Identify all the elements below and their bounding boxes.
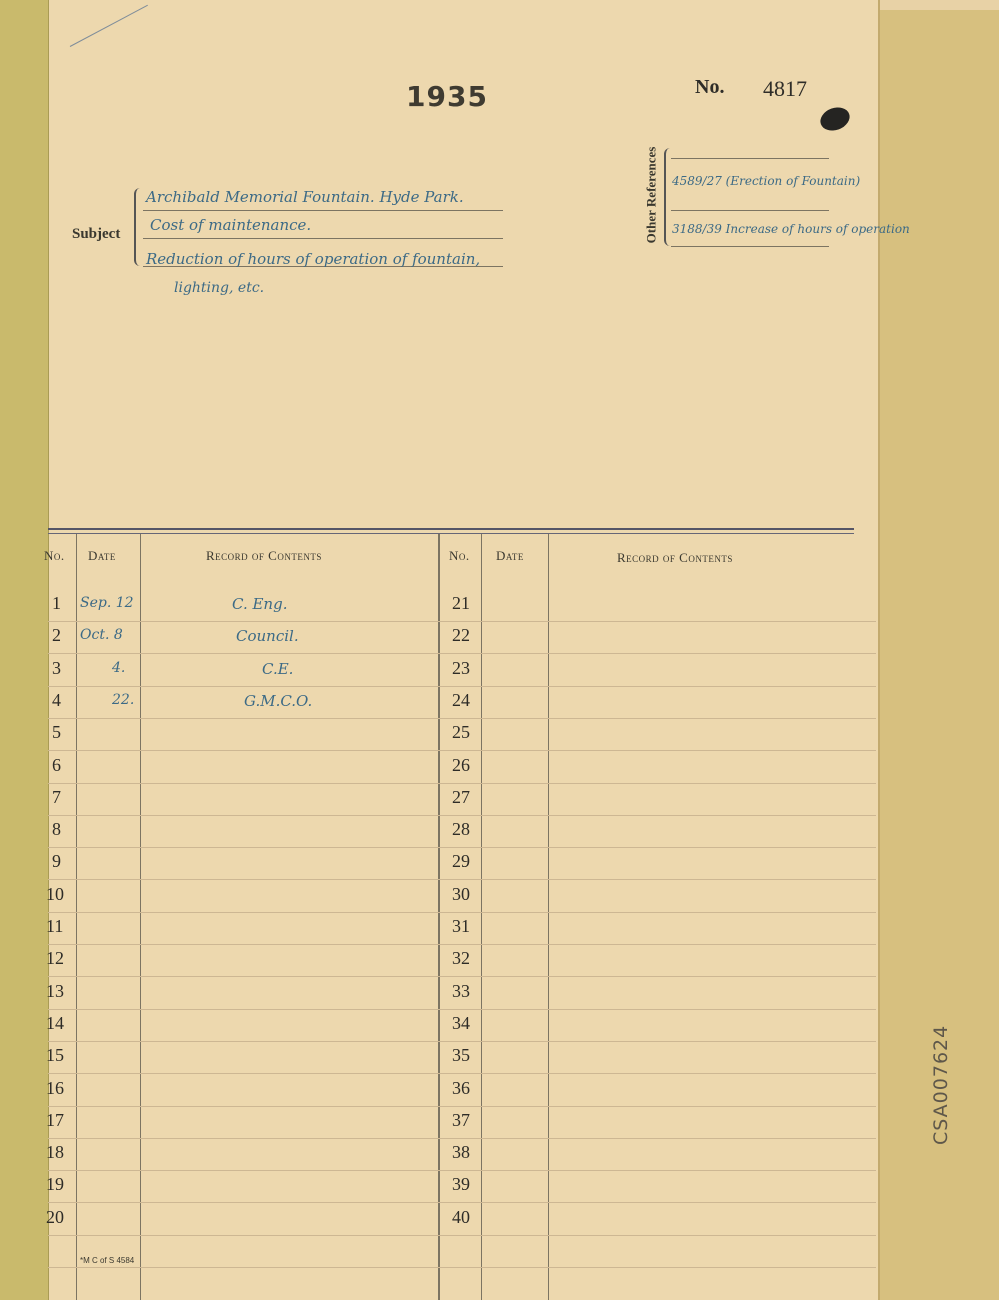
binding-spine bbox=[0, 0, 49, 1300]
row-number: 20 bbox=[46, 1206, 64, 1227]
column-rule bbox=[76, 534, 77, 1300]
row-number-right: 23 bbox=[452, 657, 470, 678]
row-number: 6 bbox=[52, 754, 61, 775]
ruled-line bbox=[48, 1202, 876, 1203]
row-record: C. Eng. bbox=[232, 595, 288, 613]
column-rule bbox=[548, 534, 549, 1300]
row-number-right: 25 bbox=[452, 722, 470, 743]
row-number-right: 29 bbox=[452, 851, 470, 872]
row-number-right: 22 bbox=[452, 625, 470, 646]
row-number-right: 39 bbox=[452, 1174, 470, 1195]
ruled-line bbox=[48, 1170, 876, 1171]
header-record-of-contents: Record of Contents bbox=[206, 548, 322, 563]
ruled-line bbox=[48, 621, 876, 622]
ruled-line bbox=[48, 976, 876, 977]
row-number-right: 31 bbox=[452, 916, 470, 936]
reference-rule bbox=[671, 158, 829, 159]
subject-rule bbox=[143, 238, 503, 239]
ruled-line bbox=[48, 1235, 876, 1236]
header-no: No. bbox=[44, 548, 65, 563]
row-date: Sep. 12 bbox=[80, 595, 134, 611]
ruled-line bbox=[48, 879, 876, 880]
column-rule bbox=[481, 534, 482, 1300]
row-date: 22. bbox=[112, 691, 135, 708]
row-number-right: 30 bbox=[452, 883, 470, 904]
file-year: 1935 bbox=[406, 80, 488, 113]
ruled-line bbox=[48, 1267, 876, 1268]
row-number: 2 bbox=[52, 625, 61, 646]
row-number: 13 bbox=[46, 980, 64, 1001]
header-date-right: Date bbox=[496, 548, 524, 563]
subject-line-3: Reduction of hours of operation of fountain, bbox=[146, 250, 481, 268]
row-number-right: 36 bbox=[452, 1077, 470, 1098]
reference-rule bbox=[671, 210, 829, 211]
row-number: 10 bbox=[46, 883, 64, 904]
row-date: Oct. 8 bbox=[80, 627, 123, 644]
ruled-line bbox=[48, 750, 876, 751]
row-record: G.M.C.O. bbox=[244, 691, 313, 710]
table-top-rule-secondary bbox=[48, 533, 854, 534]
row-number-right: 24 bbox=[452, 689, 470, 710]
center-column-rule bbox=[438, 534, 440, 1300]
row-number: 18 bbox=[46, 1142, 64, 1163]
row-number: 3 bbox=[52, 657, 61, 678]
header-date: Date bbox=[88, 548, 116, 563]
row-number-right: 38 bbox=[452, 1142, 470, 1163]
file-number: 4817 bbox=[763, 76, 807, 101]
ruled-line bbox=[48, 1138, 876, 1139]
subject-brace bbox=[134, 188, 146, 266]
row-number: 5 bbox=[52, 722, 61, 743]
other-reference-2: 3188/39 Increase of hours of operation bbox=[672, 222, 910, 236]
row-number: 12 bbox=[46, 948, 64, 969]
archive-reference-mark: CSA007624 bbox=[930, 1024, 952, 1145]
numero-label: No. bbox=[695, 76, 725, 98]
folder-flap-edge bbox=[878, 0, 880, 1300]
row-number: 17 bbox=[46, 1109, 64, 1130]
reference-rule bbox=[671, 246, 829, 247]
row-number-right: 37 bbox=[452, 1109, 470, 1130]
ruled-line bbox=[48, 847, 876, 848]
row-number-right: 40 bbox=[452, 1206, 470, 1227]
subject-rule bbox=[143, 210, 503, 211]
row-number-right: 28 bbox=[452, 819, 470, 840]
ruled-line bbox=[48, 1041, 876, 1042]
row-number-right: 27 bbox=[452, 786, 470, 807]
row-record: C.E. bbox=[262, 659, 294, 678]
column-rule bbox=[140, 534, 141, 1300]
ruled-line bbox=[48, 1009, 876, 1010]
ruled-line bbox=[48, 718, 876, 719]
ruled-line bbox=[48, 944, 876, 945]
header-record-of-contents-right: Record of Contents bbox=[617, 550, 733, 565]
row-number: 4 bbox=[52, 689, 61, 710]
ruled-line bbox=[48, 1106, 876, 1107]
row-number: 19 bbox=[46, 1174, 64, 1195]
ruled-line bbox=[48, 653, 876, 654]
row-number-right: 26 bbox=[452, 754, 470, 775]
other-reference-1: 4589/27 (Erection of Fountain) bbox=[672, 174, 861, 188]
other-references-label: Other References bbox=[643, 146, 658, 244]
subject-line-2: Cost of maintenance. bbox=[150, 216, 312, 234]
subject-label: Subject bbox=[72, 226, 121, 242]
row-number: 9 bbox=[52, 851, 61, 872]
row-number-right: 32 bbox=[452, 948, 470, 969]
row-number-right: 33 bbox=[452, 980, 470, 1001]
header-no-right: No. bbox=[449, 548, 470, 563]
row-number: 7 bbox=[52, 786, 61, 807]
row-number: 15 bbox=[46, 1045, 64, 1066]
table-top-rule bbox=[48, 528, 854, 530]
ruled-line bbox=[48, 815, 876, 816]
row-date: 4. bbox=[112, 659, 126, 676]
row-number-right: 21 bbox=[452, 593, 470, 613]
ruled-line bbox=[48, 783, 876, 784]
row-number-right: 34 bbox=[452, 1012, 470, 1033]
row-number: 8 bbox=[52, 819, 61, 840]
row-number-right: 35 bbox=[452, 1045, 470, 1066]
row-number: 1 bbox=[52, 593, 61, 613]
row-number: 14 bbox=[46, 1012, 64, 1033]
subject-line-4: lighting, etc. bbox=[174, 280, 265, 296]
subject-line-1: Archibald Memorial Fountain. Hyde Park. bbox=[146, 188, 464, 206]
ruled-line bbox=[48, 686, 876, 687]
printer-imprint: *M C of S 4584 bbox=[80, 1256, 135, 1265]
ruled-line bbox=[48, 1073, 876, 1074]
row-number: 16 bbox=[46, 1077, 64, 1098]
ruled-line bbox=[48, 912, 876, 913]
row-record: Council. bbox=[236, 627, 299, 646]
row-number: 11 bbox=[46, 916, 64, 936]
